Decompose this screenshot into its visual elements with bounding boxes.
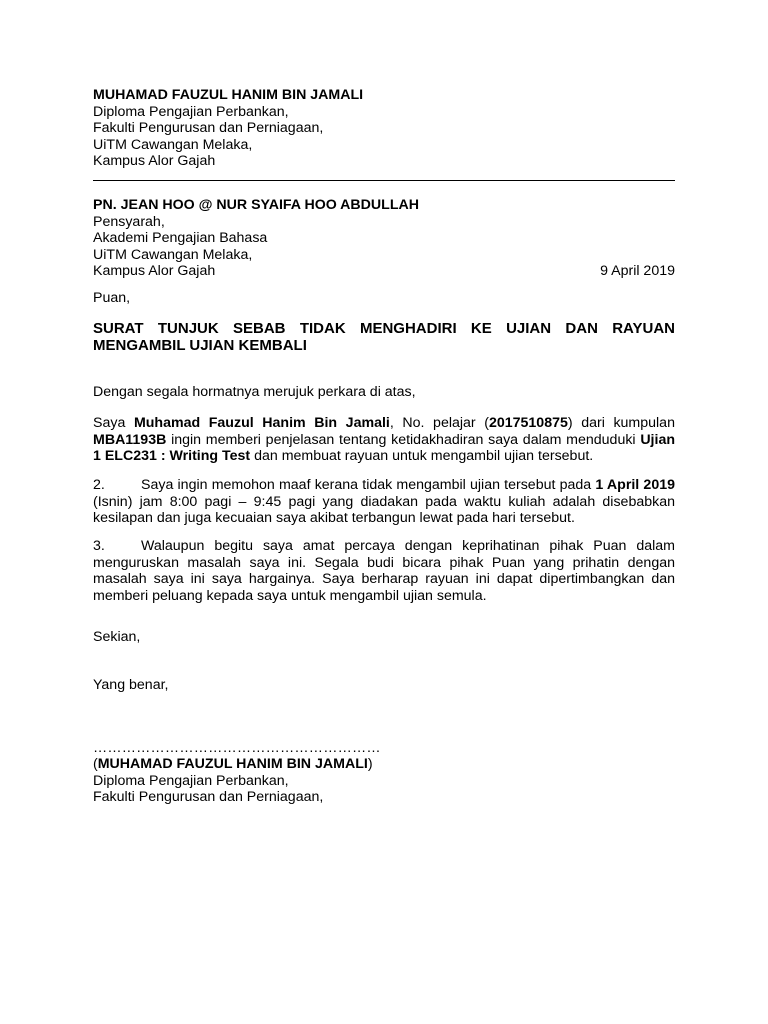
recipient-line-2: Akademi Pengajian Bahasa: [93, 230, 268, 246]
group-code: MBA1193B: [93, 431, 167, 448]
letter-date: 9 April 2019: [600, 263, 675, 279]
sender-line-3: UiTM Cawangan Melaka,: [93, 136, 253, 153]
test-date: 1 April 2019: [595, 477, 675, 493]
recipient-line-3: UiTM Cawangan Melaka,: [93, 246, 253, 263]
sender-line-1: Diploma Pengajian Perbankan,: [93, 103, 289, 120]
text: Walaupun begitu saya amat percaya dengan keprihatinan pihak Puan dalam: [141, 538, 675, 554]
recipient-last-row: [93, 263, 675, 280]
paragraph-2-line-1: [93, 477, 675, 494]
signature-block: [93, 756, 373, 806]
sender-name: MUHAMAD FAUZUL HANIM BIN JAMALI: [93, 87, 364, 103]
paragraph-3-line-1: [93, 538, 675, 555]
paragraph-1: [93, 415, 675, 465]
paragraph-1-line-2: [93, 432, 675, 449]
subject-line-2: MENGAMBIL UJIAN KEMBALI: [93, 337, 307, 354]
closing-yang-benar: Yang benar,: [93, 677, 169, 693]
text: ) dari kumpulan: [567, 415, 675, 431]
signature-line: ……………………………………………………: [93, 740, 381, 756]
paragraph-2-line-3: kesilapan dan juga kecuaian saya akibat terbangun lewat pada hari tersebut.: [93, 510, 575, 526]
subject-line-1: SURAT TUNJUK SEBAB TIDAK MENGHADIRI KE UJIAN DAN RAYUAN: [93, 320, 675, 337]
recipient-line-4: Kampus Alor Gajah: [93, 263, 216, 279]
recipient-name: PN. JEAN HOO @ NUR SYAIFA HOO ABDULLAH: [93, 197, 419, 213]
signature-line-2: Fakulti Pengurusan dan Perniagaan,: [93, 789, 324, 805]
student-name: Muhamad Fauzul Hanim Bin Jamali: [133, 415, 390, 431]
paren: ): [367, 756, 373, 772]
paragraph-3-line-2: menguruskan masalah saya ini. Segala budi bicara pihak Puan yang prihatin dengan: [93, 554, 675, 571]
text: ingin memberi penjelasan tentang ketidakhadiran saya dalam menduduki: [166, 431, 641, 448]
paragraph-number: 2.: [93, 477, 105, 493]
test-name-part-2: 1 ELC231 : Writing Test: [93, 448, 251, 464]
paragraph-1-line-1: [93, 415, 675, 432]
text: dan membuat rayuan untuk mengambil ujian tersebut.: [250, 448, 594, 464]
text: Saya: [93, 415, 134, 431]
opening-line: Dengan segala hormatnya merujuk perkara di atas,: [93, 384, 416, 400]
signature-name: MUHAMAD FAUZUL HANIM BIN JAMALI: [97, 756, 368, 772]
paragraph-number: 3.: [93, 538, 105, 554]
signature-line-1: Diploma Pengajian Perbankan,: [93, 772, 289, 789]
recipient-line-1: Pensyarah,: [93, 213, 165, 230]
sender-address: [93, 87, 675, 170]
recipient-address: [93, 197, 675, 280]
paragraph-2-line-2: (Isnin) jam 8:00 pagi – 9:45 pagi yang diadakan pada waktu kuliah adalah disebabkan: [93, 493, 675, 510]
salutation: Puan,: [93, 290, 131, 306]
paragraph-3-line-3: masalah saya ini saya hargainya. Saya berharap rayuan ini dapat dipertimbangkan dan: [93, 571, 675, 587]
text: , No. pelajar (: [389, 415, 489, 431]
paren: (: [93, 756, 98, 772]
sender-line-4: Kampus Alor Gajah: [93, 153, 216, 169]
paragraph-3-line-4: memberi peluang kepada saya untuk mengambil ujian semula.: [93, 587, 487, 604]
test-name-part-1: Ujian: [640, 431, 675, 448]
header-divider: [93, 180, 675, 181]
paragraph-3: [93, 538, 675, 604]
signature-name-row: [93, 756, 373, 773]
student-number: 2017510875: [488, 415, 568, 431]
sender-line-2: Fakulti Pengurusan dan Perniagaan,: [93, 120, 324, 136]
letter-subject: [93, 320, 675, 354]
closing-sekian: Sekian,: [93, 629, 141, 645]
text: Saya ingin memohon maaf kerana tidak mengambil ujian tersebut pada: [141, 477, 596, 493]
paragraph-1-line-3: [93, 448, 675, 465]
paragraph-2: [93, 477, 675, 527]
